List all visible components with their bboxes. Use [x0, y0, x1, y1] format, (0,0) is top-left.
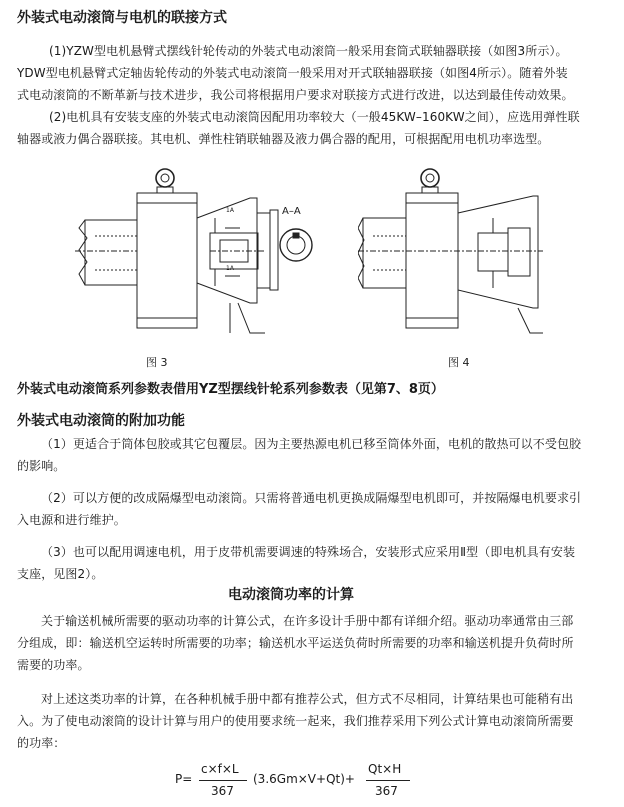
formula-denominator-1: 367	[211, 784, 234, 798]
text-line: 的影响。	[17, 459, 66, 473]
list-item-2	[17, 487, 581, 531]
text-line: YDW型电机悬臂式定轴齿轮传动的外装式电动滚筒一般采用对开式联轴器联接（如图4所示）。随着外装	[17, 66, 568, 80]
list-item-3	[17, 541, 575, 585]
section-title-additional: 外装式电动滚筒的附加功能	[17, 413, 185, 429]
text-line: 轴器或液力偶合器联接。其电机、弹性柱销联轴器及液力偶合器的配用，可根据配用电机功率选型。	[17, 132, 550, 146]
formula-numerator-2: Qt×H	[368, 762, 402, 776]
figure-3-caption: 图 3	[146, 356, 168, 369]
formula-numerator-1: c×f×L	[201, 762, 239, 776]
text-line: 式电动滚筒的不断革新与技术进步，我公司将根据用户要求对联接方式进行改进，以达到最佳传动效果。	[17, 88, 574, 102]
label-1a-top: 1A	[226, 207, 234, 214]
text-line: 分组成，即：输送机空运转时所需要的功率；输送机水平运送负荷时所需要的功率和输送机提升负荷时所	[17, 636, 574, 650]
text-line: 需要的功率。	[17, 658, 90, 672]
text-line: （2）可以方便的改成隔爆型电动滚筒。只需将普通电机更换成隔爆型电机即可，并按隔爆电机要求引	[41, 491, 582, 505]
text-line: (1)YZW型电机悬臂式摆线针轮传动的外装式电动滚筒一般采用套筒式联轴器联接（如图3所示）。	[49, 44, 568, 58]
section-title-connection: 外装式电动滚筒与电机的联接方式	[17, 10, 227, 26]
text-line: （3）也可以配用调速电机，用于皮带机需要调速的特殊场合，安装形式应采用Ⅱ型（即电机具有安装	[41, 545, 576, 559]
text-line: 支座，见图2）。	[17, 567, 104, 581]
text-line: 入。为了使电动滚筒的设计计算与用户的使用要求统一起来，我们推荐采用下列公式计算电动滚筒所需要	[17, 714, 574, 728]
power-formula	[175, 760, 475, 804]
paragraph-power-2	[17, 688, 574, 754]
paragraph-connection-2	[17, 106, 580, 150]
label-1a-bottom: 1A	[226, 265, 234, 272]
formula-denominator-2: 367	[375, 784, 398, 798]
paragraph-connection-1	[17, 40, 574, 106]
text-line: 入电源和进行维护。	[17, 513, 126, 527]
text-line: 关于输送机械所需要的驱动功率的计算公式，在许多设计手册中都有详细介绍。驱动功率通常由三部	[41, 614, 574, 628]
list-item-1	[17, 433, 581, 477]
text-line: （1）更适合于筒体包胶或其它包覆层。因为主要热源电机已移至筒体外面，电机的散热可以不受包胶	[41, 437, 582, 451]
formula-middle: (3.6Gm×V+Qt)+	[253, 772, 355, 786]
figure-4-caption: 图 4	[448, 356, 470, 369]
text-line: (2)电机具有安装支座的外装式电动滚筒因配用功率较大（一般45KW–160KW之间），应选用弹性联	[49, 110, 580, 124]
fraction-bar-1	[199, 780, 247, 781]
text-line: 对上述这类功率的计算，在各种机械手册中都有推荐公式，但方式不尽相同，计算结果也可能稍有出	[41, 692, 574, 706]
figure-4-drawing	[358, 158, 568, 343]
paragraph-power-1	[17, 610, 574, 676]
text-line: 的功率：	[17, 736, 66, 750]
section-title-params: 外装式电动滚筒系列参数表借用YZ型摆线针轮系列参数表（见第7、8页）	[17, 382, 444, 397]
section-title-power: 电动滚筒功率的计算	[228, 587, 354, 603]
section-aa-drawing	[276, 225, 316, 265]
formula-lhs: P=	[175, 772, 193, 786]
section-label-aa: A–A	[282, 206, 301, 217]
fraction-bar-2	[366, 780, 410, 781]
